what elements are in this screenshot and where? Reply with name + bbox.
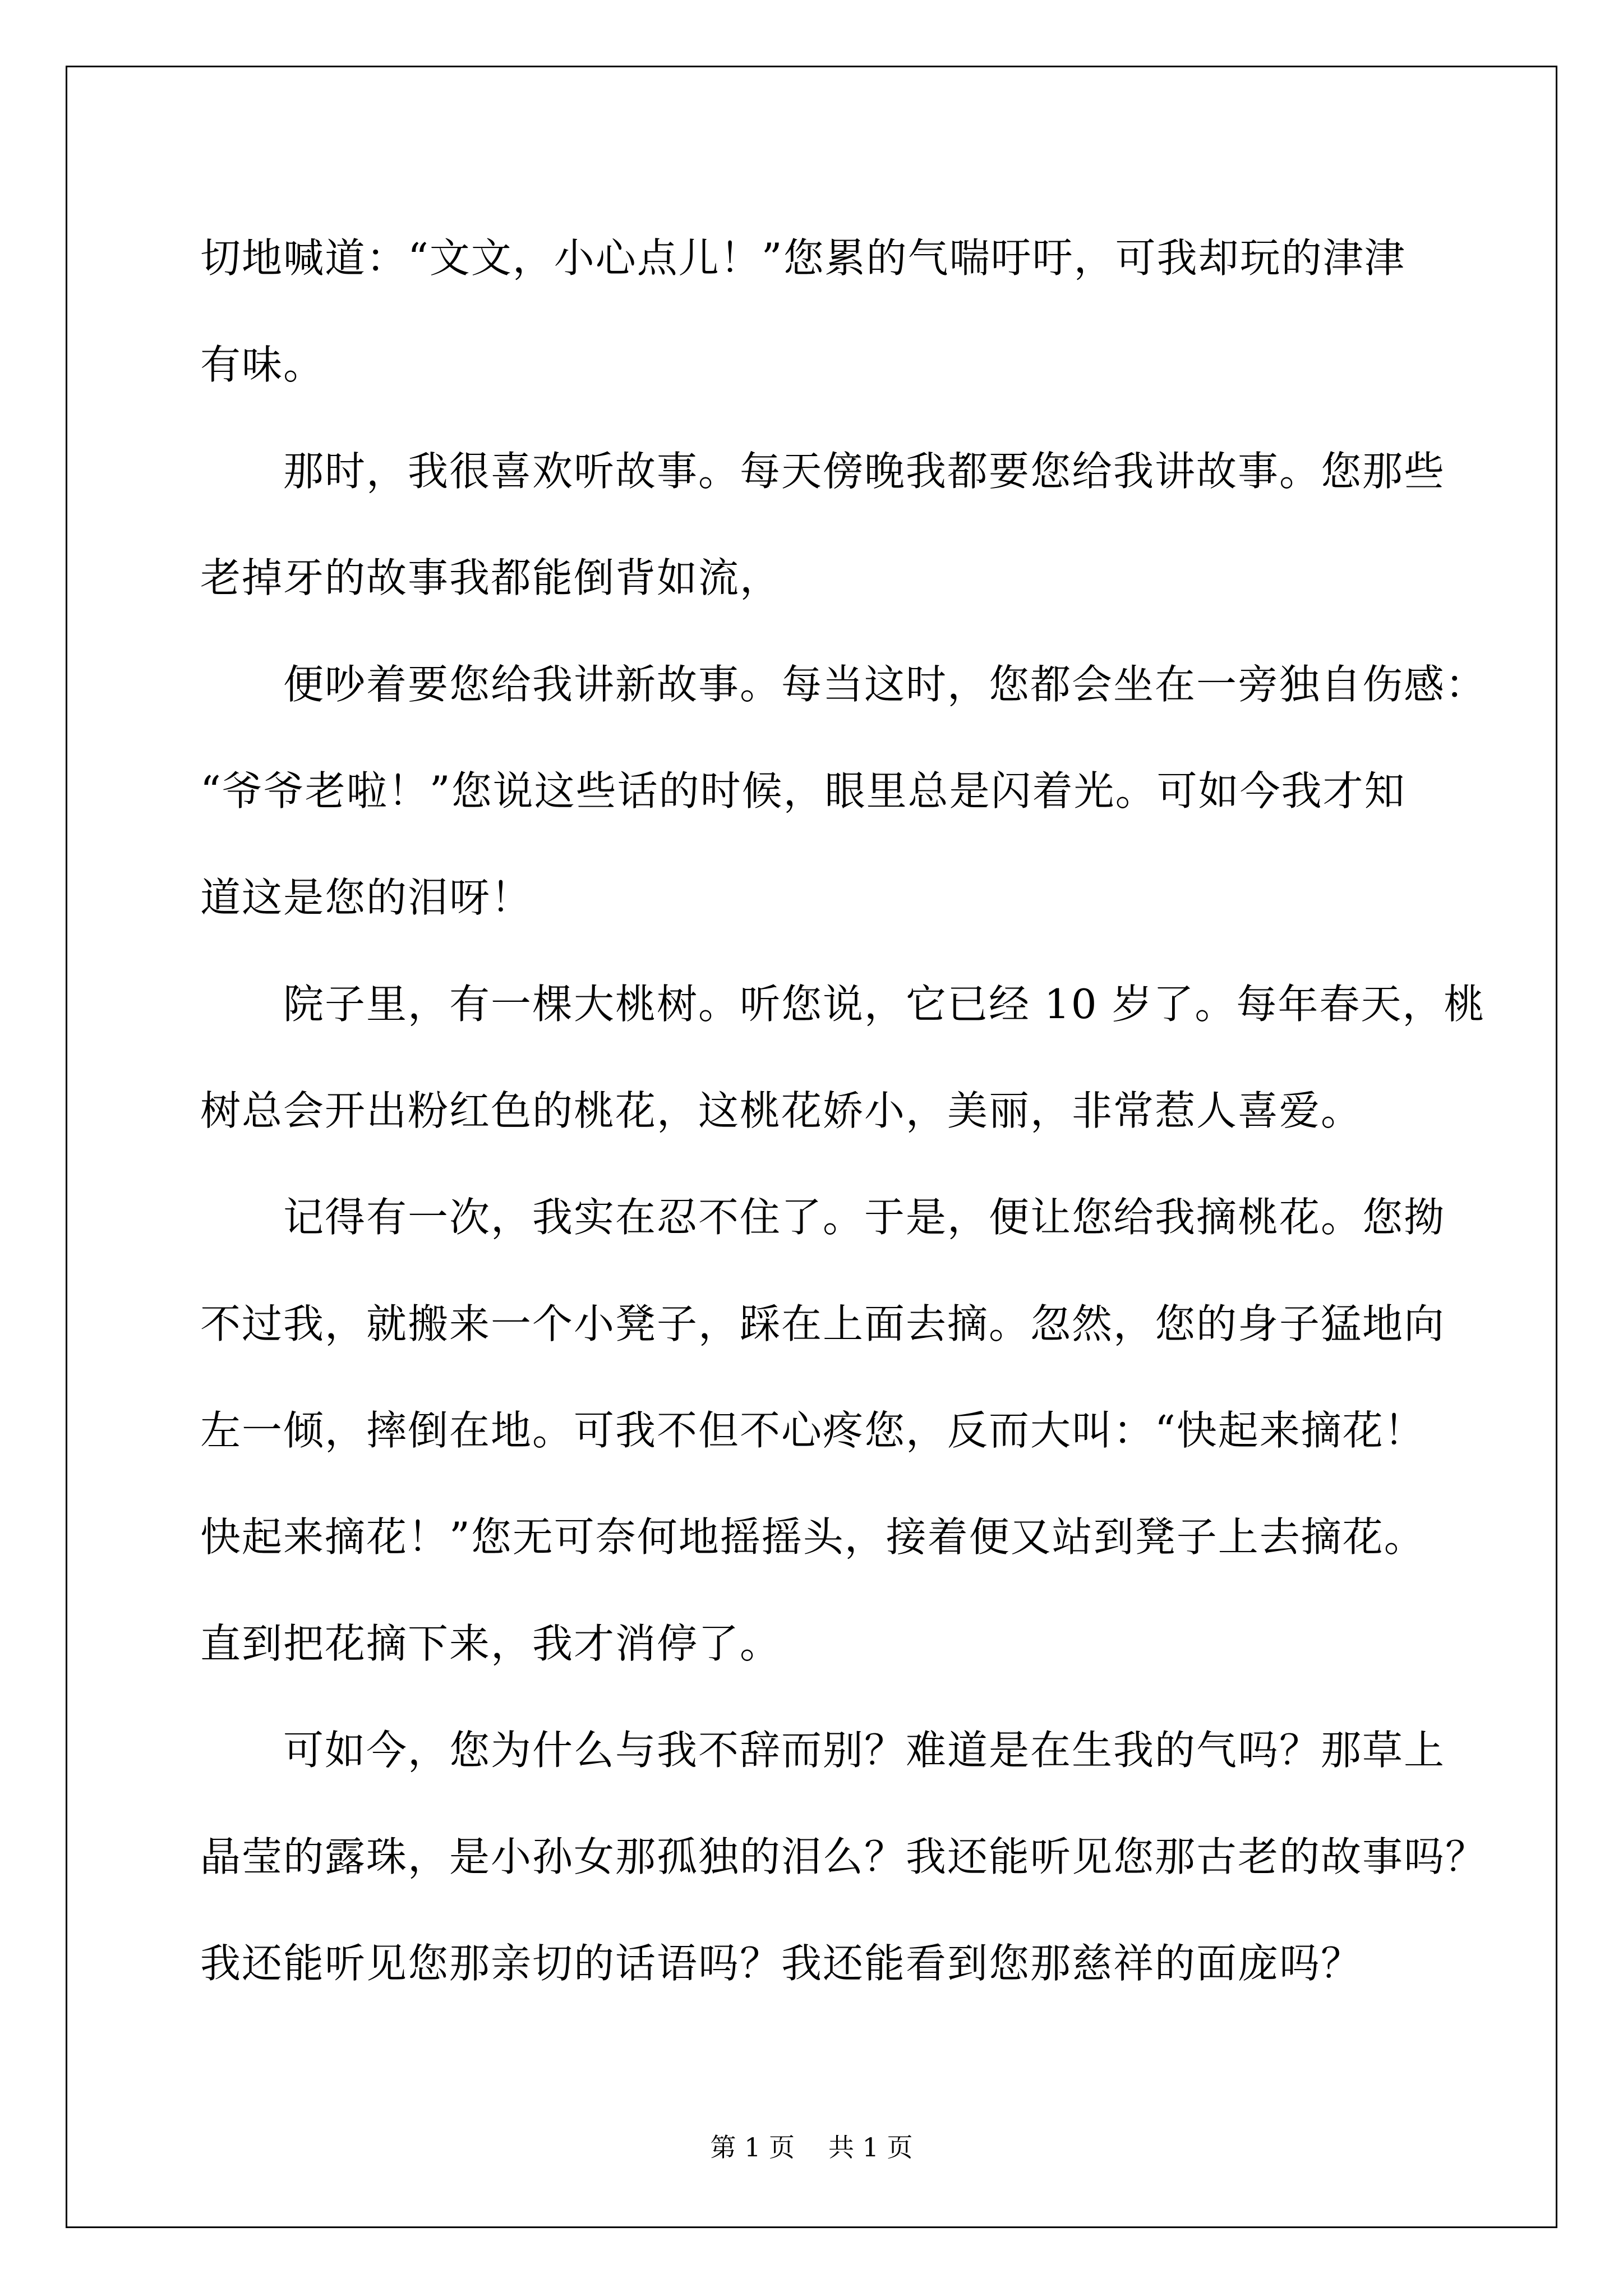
text-line: 切地喊道：“文文，小心点儿！”您累的气喘吁吁，可我却玩的津津 bbox=[200, 234, 1406, 282]
text-line: “爷爷老啦！”您说这些话的时候，眼里总是闪着光。可如今我才知 bbox=[200, 767, 1406, 815]
paragraph bbox=[200, 1164, 1446, 1697]
text-line: 便吵着要您给我讲新故事。每当这时，您都会坐在一旁独自伤感： bbox=[283, 661, 1487, 708]
text-line: 那时，我很喜欢听故事。每天傍晚我都要您给我讲故事。您那些 bbox=[283, 448, 1446, 495]
paragraph bbox=[200, 418, 1446, 631]
text-line: 直到把花摘下来，我才消停了。 bbox=[200, 1620, 782, 1667]
text-line: 快起来摘花！”您无可奈何地摇摇头，接着便又站到凳子上去摘花。 bbox=[200, 1513, 1426, 1561]
paragraph bbox=[200, 1697, 1487, 2017]
page-number: 第 1 页 bbox=[710, 2132, 795, 2162]
text-line: 老掉牙的故事我都能倒背如流， bbox=[200, 554, 782, 601]
text-line: 道这是您的泪呀！ bbox=[200, 874, 533, 921]
document-body bbox=[200, 205, 1487, 2017]
paragraph bbox=[200, 951, 1486, 1164]
text-line: 树总会开出粉红色的桃花，这桃花娇小，美丽，非常惹人喜爱。 bbox=[200, 1087, 1363, 1134]
text-line: 晶莹的露珠，是小孙女那孤独的泪么？我还能听见您那古老的故事吗？ bbox=[200, 1833, 1487, 1880]
text-line: 左一倾，摔倒在地。可我不但不心疼您，反而大叫：“快起来摘花！ bbox=[200, 1407, 1426, 1454]
text-line: 记得有一次，我实在忍不住了。于是，便让您给我摘桃花。您拗 bbox=[283, 1194, 1446, 1241]
paragraph bbox=[200, 205, 1434, 418]
text-line: 有味。 bbox=[200, 341, 325, 388]
text-line: 不过我，就搬来一个小凳子，踩在上面去摘。忽然，您的身子猛地向 bbox=[200, 1300, 1446, 1347]
text-line: 可如今，您为什么与我不辞而别？难道是在生我的气吗？那草上 bbox=[283, 1727, 1446, 1774]
page-total: 共 1 页 bbox=[828, 2132, 913, 2162]
page-footer bbox=[0, 2131, 1623, 2164]
paragraph bbox=[200, 631, 1487, 951]
text-line: 我还能听见您那亲切的话语吗？我还能看到您那慈祥的面庞吗？ bbox=[200, 1940, 1363, 1987]
text-line: 院子里，有一棵大桃树。听您说，它已经 10 岁了。每年春天，桃 bbox=[283, 981, 1486, 1028]
